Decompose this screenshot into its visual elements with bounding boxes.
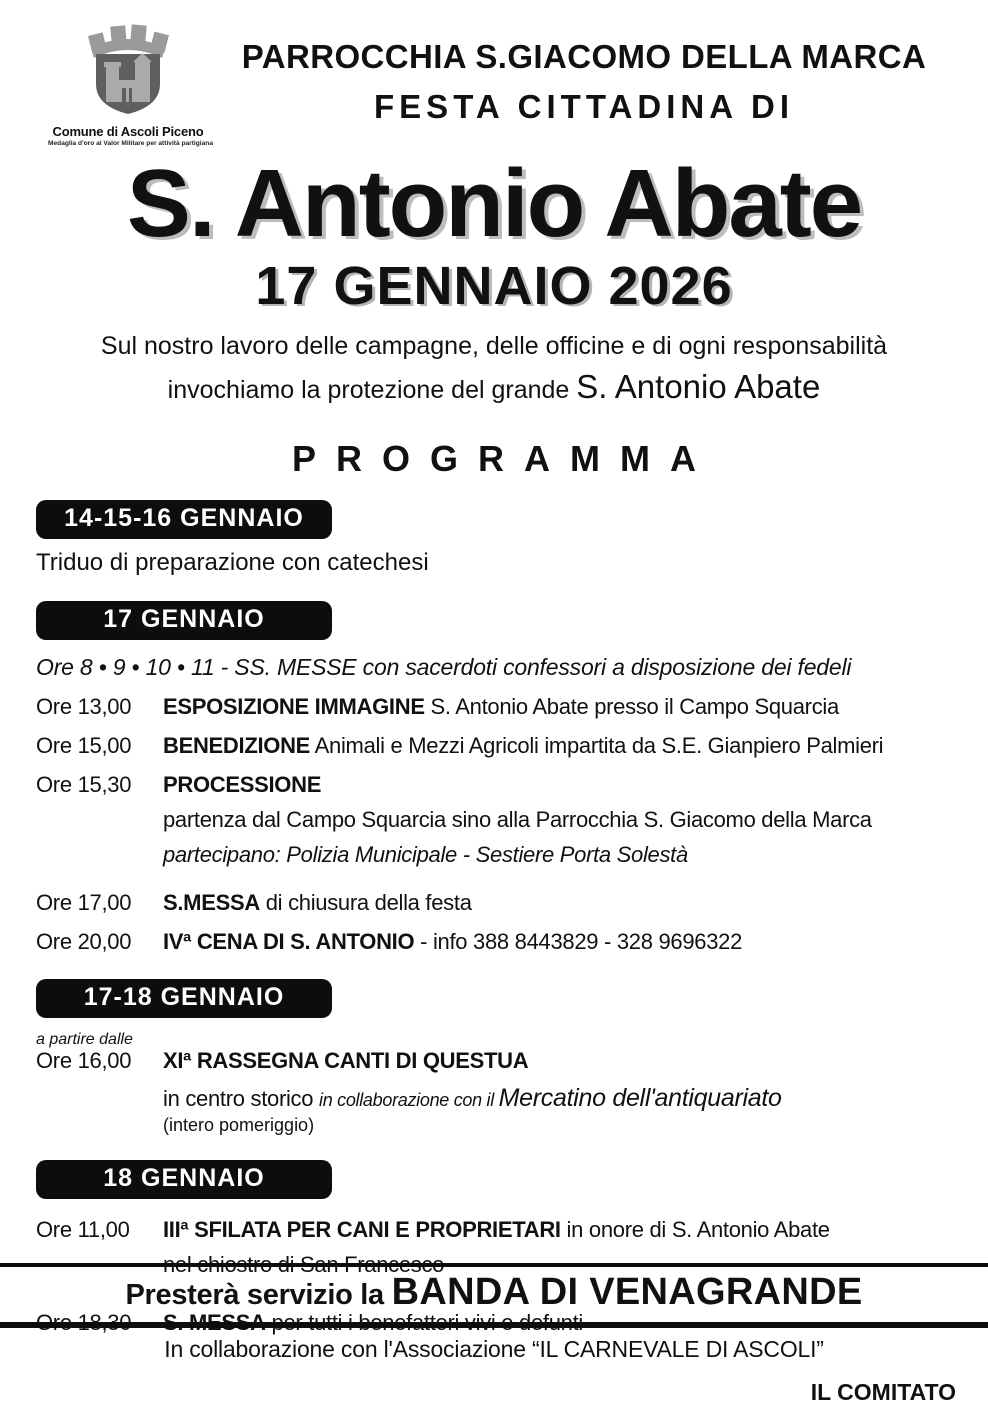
event-title: ESPOSIZIONE IMMAGINE: [163, 694, 425, 720]
footer: [0, 1263, 988, 1406]
comune-motto: Medaglia d'oro al Valor Militare per attività partigiana: [48, 140, 213, 147]
section-label-14-15-16-gennaio: 14-15-16 GENNAIO: [36, 500, 332, 539]
intro-line-2-prefix: invochiamo la protezione del grande: [167, 375, 577, 404]
event-desc: [163, 929, 742, 955]
section-label-17-gennaio: 17 GENNAIO: [36, 601, 332, 640]
event-title: S. MESSA: [163, 1310, 266, 1336]
event-time: Ore 16,00: [36, 1048, 132, 1074]
event-detail: per tutti i benefattori vivi e defunti: [265, 1310, 583, 1336]
main-title: S. Antonio Abate: [126, 150, 862, 257]
event-title: BENEDIZIONE: [163, 733, 311, 759]
event-time: Ore 17,00: [36, 890, 132, 916]
comune-crest-icon: [73, 22, 183, 116]
committee-signature: IL COMITATO: [810, 1379, 956, 1405]
event-title: XIª RASSEGNA CANTI DI QUESTUA: [163, 1048, 529, 1074]
procession-participants-line: partecipano: Polizia Municipale - Sestiere Porta Solestà: [163, 842, 688, 868]
intro-line-2: [0, 364, 988, 410]
comune-crest-block: [48, 22, 213, 147]
event-time: Ore 15,00: [36, 733, 132, 759]
triduo-line: Triduo di preparazione con catechesi: [36, 549, 429, 577]
event-desc: [163, 1217, 830, 1243]
event-title: IVª CENA DI S. ANTONIO: [163, 929, 415, 955]
event-detail: S. Antonio Abate presso il Campo Squarcia: [424, 694, 839, 720]
program-row: [36, 1048, 952, 1074]
event-date: 17 GENNAIO 2026: [255, 255, 733, 316]
event-title: S.MESSA: [163, 890, 260, 916]
band-announcement: [0, 1263, 988, 1328]
intro-line-2-emphasis: S. Antonio Abate: [576, 367, 821, 405]
starting-from-note: a partire dalle: [36, 1031, 133, 1049]
event-time: Ore 15,30: [36, 772, 132, 798]
program-row: [36, 929, 952, 955]
programma-heading: PROGRAMMA: [292, 438, 716, 480]
section-label-17-18-gennaio: 17-18 GENNAIO: [36, 979, 332, 1018]
intro-line-1: Sul nostro lavoro delle campagne, delle officine e di ogni responsabilità: [100, 331, 888, 360]
parish-name: PARROCCHIA S.GIACOMO DELLA MARCA: [241, 38, 927, 75]
program-row: [36, 733, 952, 759]
event-desc: [163, 890, 472, 916]
event-detail: in onore di S. Antonio Abate: [560, 1217, 830, 1243]
band-prefix: Presterà servizio la: [125, 1279, 392, 1311]
program-content: [0, 500, 988, 1336]
event-desc: [163, 694, 839, 720]
event-detail: Animali e Mezzi Agricoli impartita da S.E. Gianpiero Palmieri: [310, 733, 884, 759]
event-time: Ore 11,00: [36, 1217, 130, 1243]
comune-name: Comune di Ascoli Piceno: [52, 124, 204, 139]
event-desc: [163, 733, 883, 759]
band-name: BANDA DI VENAGRANDE: [391, 1271, 863, 1313]
collaboration-line: In collaborazione con l'Associazione “IL CARNEVALE DI ASCOLI”: [164, 1336, 824, 1362]
location-text: in centro storico: [163, 1086, 320, 1112]
program-row: [36, 1217, 952, 1243]
event-desc: [163, 772, 321, 798]
collaboration-text: in collaborazione con il: [319, 1090, 499, 1111]
masses-line: Ore 8 • 9 • 10 • 11 - SS. MESSE con sacerdoti confessori a disposizione dei fedeli: [36, 654, 852, 681]
program-row: [36, 890, 952, 916]
sfilata-location-line: nel chiostro di San Francesco: [163, 1252, 445, 1278]
event-time: Ore 13,00: [36, 694, 132, 720]
header: [0, 0, 988, 147]
rassegna-location-line: [163, 1084, 952, 1113]
program-row: [36, 772, 952, 798]
festa-line: FESTA CITTADINA DI: [374, 88, 794, 125]
program-row: [36, 694, 952, 720]
event-time: Ore 20,00: [36, 929, 132, 955]
mercatino-text: Mercatino dell'antiquariato: [498, 1084, 782, 1113]
procession-route-line: partenza dal Campo Squarcia sino alla Parrocchia S. Giacomo della Marca: [163, 807, 872, 833]
event-desc: [163, 1048, 528, 1074]
header-titles: [208, 22, 960, 147]
event-detail: di chiusura della festa: [259, 890, 472, 916]
afternoon-note: (intero pomeriggio): [163, 1115, 315, 1136]
event-title: IIIª SFILATA PER CANI E PROPRIETARI: [163, 1217, 561, 1243]
intro-text: [0, 329, 988, 410]
event-time: Ore 18,30: [36, 1310, 132, 1336]
event-detail: - info 388 8443829 - 328 9696322: [414, 929, 743, 955]
event-title: PROCESSIONE: [163, 772, 322, 798]
section-label-18-gennaio: 18 GENNAIO: [36, 1160, 332, 1199]
